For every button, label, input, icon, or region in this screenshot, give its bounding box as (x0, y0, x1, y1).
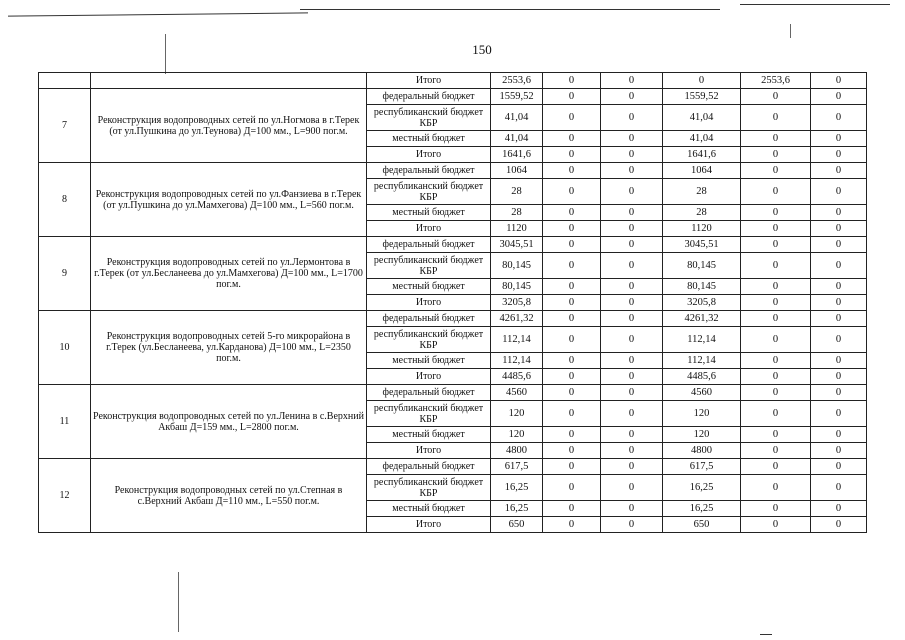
amount-cell: 0 (601, 385, 663, 401)
scan-artifact-top-line (300, 9, 720, 10)
amount-cell: 650 (663, 517, 741, 533)
amount-cell: 16,25 (491, 501, 543, 517)
amount-cell: 0 (811, 205, 867, 221)
amount-cell: 0 (811, 89, 867, 105)
amount-cell: 0 (741, 385, 811, 401)
funding-table (38, 72, 867, 533)
amount-cell: 0 (741, 459, 811, 475)
amount-cell: 0 (741, 311, 811, 327)
amount-cell: 0 (741, 443, 811, 459)
funding-row (39, 385, 867, 401)
project-description-cell: Реконструкция водопроводных сетей по ул.Фанзиева в г.Терек (от ул.Пушкина до ул.Мамхегова) Д=100 мм., L=560 пог.м. (91, 163, 367, 237)
amount-cell: 3205,8 (491, 295, 543, 311)
scan-artifact-top-line (740, 4, 890, 5)
page-number: 150 (472, 42, 492, 57)
amount-cell: 112,14 (663, 353, 741, 369)
amount-cell: 0 (543, 369, 601, 385)
amount-cell: 0 (601, 73, 663, 89)
amount-cell: 3045,51 (491, 237, 543, 253)
amount-cell: 0 (543, 475, 601, 501)
amount-cell: 0 (811, 369, 867, 385)
amount-cell: 0 (601, 279, 663, 295)
funding-source-cell: федеральный бюджет (367, 163, 491, 179)
funding-source-cell: республиканский бюджет КБР (367, 327, 491, 353)
amount-cell: 28 (491, 205, 543, 221)
amount-cell: 0 (601, 327, 663, 353)
amount-cell: 0 (811, 401, 867, 427)
amount-cell: 0 (741, 205, 811, 221)
amount-cell: 4261,32 (663, 311, 741, 327)
amount-cell: 0 (811, 311, 867, 327)
funding-source-cell: местный бюджет (367, 279, 491, 295)
amount-cell: 120 (663, 427, 741, 443)
amount-cell: 28 (663, 179, 741, 205)
scan-artifact-vertical-mark (790, 24, 791, 38)
amount-cell: 0 (663, 73, 741, 89)
amount-cell: 0 (741, 89, 811, 105)
amount-cell: 4560 (663, 385, 741, 401)
amount-cell: 80,145 (663, 253, 741, 279)
amount-cell: 0 (601, 237, 663, 253)
amount-cell: 0 (741, 327, 811, 353)
scan-artifact-top-line (8, 12, 308, 16)
amount-cell: 0 (543, 179, 601, 205)
amount-cell: 80,145 (663, 279, 741, 295)
amount-cell: 0 (543, 295, 601, 311)
funding-row (39, 237, 867, 253)
amount-cell: 120 (491, 401, 543, 427)
amount-cell: 0 (741, 237, 811, 253)
amount-cell: 80,145 (491, 253, 543, 279)
amount-cell: 0 (741, 105, 811, 131)
amount-cell: 650 (491, 517, 543, 533)
project-number-cell: 12 (39, 459, 91, 533)
project-number-cell: 11 (39, 385, 91, 459)
project-number-cell: 8 (39, 163, 91, 237)
amount-cell: 0 (741, 221, 811, 237)
amount-cell: 0 (543, 501, 601, 517)
funding-source-cell: местный бюджет (367, 427, 491, 443)
amount-cell: 0 (811, 427, 867, 443)
amount-cell: 0 (543, 237, 601, 253)
amount-cell: 16,25 (663, 475, 741, 501)
amount-cell: 0 (601, 501, 663, 517)
amount-cell: 0 (741, 475, 811, 501)
amount-cell: 0 (543, 221, 601, 237)
amount-cell: 112,14 (491, 327, 543, 353)
project-description-cell: Реконструкция водопроводных сетей по ул.Ногмова в г.Терек (от ул.Пушкина до ул.Теунова) Д=100 мм., L=900 пог.м. (91, 89, 367, 163)
funding-source-cell: федеральный бюджет (367, 237, 491, 253)
amount-cell: 0 (601, 205, 663, 221)
amount-cell: 0 (741, 279, 811, 295)
funding-source-cell: местный бюджет (367, 353, 491, 369)
amount-cell: 1641,6 (663, 147, 741, 163)
funding-source-cell: местный бюджет (367, 205, 491, 221)
amount-cell: 0 (811, 131, 867, 147)
funding-source-cell: федеральный бюджет (367, 385, 491, 401)
funding-source-cell: Итого (367, 73, 491, 89)
amount-cell: 0 (741, 295, 811, 311)
amount-cell: 4560 (491, 385, 543, 401)
amount-cell: 0 (543, 443, 601, 459)
amount-cell: 0 (601, 89, 663, 105)
amount-cell: 120 (491, 427, 543, 443)
funding-source-cell: Итого (367, 443, 491, 459)
amount-cell: 0 (741, 353, 811, 369)
funding-source-cell: Итого (367, 147, 491, 163)
funding-source-cell: Итого (367, 517, 491, 533)
funding-source-cell: Итого (367, 369, 491, 385)
scan-artifact-vertical-mark (165, 34, 166, 74)
amount-cell: 4261,32 (491, 311, 543, 327)
amount-cell: 0 (543, 459, 601, 475)
amount-cell: 0 (543, 353, 601, 369)
project-number-cell (39, 73, 91, 89)
amount-cell: 41,04 (663, 131, 741, 147)
amount-cell: 3045,51 (663, 237, 741, 253)
funding-source-cell: федеральный бюджет (367, 311, 491, 327)
amount-cell: 1064 (491, 163, 543, 179)
amount-cell: 0 (601, 369, 663, 385)
amount-cell: 0 (601, 253, 663, 279)
amount-cell: 2553,6 (491, 73, 543, 89)
carry-over-total-row (39, 73, 867, 89)
amount-cell: 0 (741, 401, 811, 427)
project-description-cell: Реконструкция водопроводных сетей по ул.Лермонтова в г.Терек (от ул.Бесланеева до ул.Мамхегова) Д=100 мм., L=1700 пог.м. (91, 237, 367, 311)
project-description-cell: Реконструкция водопроводных сетей 5-го микрорайона в г.Терек (ул.Бесланеева, ул.Карданова) Д=100 мм., L=2350 пог.м. (91, 311, 367, 385)
amount-cell: 0 (601, 131, 663, 147)
amount-cell: 0 (601, 221, 663, 237)
funding-source-cell: Итого (367, 221, 491, 237)
amount-cell: 0 (543, 327, 601, 353)
amount-cell: 112,14 (663, 327, 741, 353)
amount-cell: 0 (601, 353, 663, 369)
funding-source-cell: местный бюджет (367, 131, 491, 147)
amount-cell: 0 (601, 147, 663, 163)
amount-cell: 0 (811, 517, 867, 533)
amount-cell: 0 (601, 163, 663, 179)
funding-row (39, 459, 867, 475)
amount-cell: 0 (543, 73, 601, 89)
amount-cell: 0 (543, 427, 601, 443)
amount-cell: 0 (741, 131, 811, 147)
amount-cell: 0 (543, 105, 601, 131)
amount-cell: 1064 (663, 163, 741, 179)
amount-cell: 16,25 (491, 475, 543, 501)
amount-cell: 617,5 (663, 459, 741, 475)
amount-cell: 0 (811, 459, 867, 475)
amount-cell: 0 (543, 517, 601, 533)
amount-cell: 0 (601, 105, 663, 131)
scan-artifact-bottom-line (760, 634, 772, 635)
amount-cell: 80,145 (491, 279, 543, 295)
project-description-cell (91, 73, 367, 89)
amount-cell: 0 (811, 475, 867, 501)
scan-artifact-vertical-mark (178, 572, 179, 632)
amount-cell: 0 (543, 89, 601, 105)
amount-cell: 0 (601, 443, 663, 459)
amount-cell: 0 (811, 327, 867, 353)
amount-cell: 0 (811, 443, 867, 459)
amount-cell: 0 (811, 279, 867, 295)
amount-cell: 0 (741, 369, 811, 385)
amount-cell: 41,04 (491, 105, 543, 131)
amount-cell: 28 (663, 205, 741, 221)
funding-source-cell: республиканский бюджет КБР (367, 105, 491, 131)
amount-cell: 0 (741, 147, 811, 163)
amount-cell: 0 (741, 253, 811, 279)
amount-cell: 0 (741, 501, 811, 517)
amount-cell: 0 (811, 295, 867, 311)
project-number-cell: 9 (39, 237, 91, 311)
amount-cell: 0 (543, 147, 601, 163)
amount-cell: 0 (543, 253, 601, 279)
amount-cell: 0 (543, 163, 601, 179)
funding-source-cell: федеральный бюджет (367, 89, 491, 105)
funding-row (39, 311, 867, 327)
funding-source-cell: федеральный бюджет (367, 459, 491, 475)
funding-source-cell: республиканский бюджет КБР (367, 475, 491, 501)
amount-cell: 0 (811, 147, 867, 163)
amount-cell: 1120 (663, 221, 741, 237)
amount-cell: 4800 (663, 443, 741, 459)
funding-source-cell: республиканский бюджет КБР (367, 401, 491, 427)
project-number-cell: 7 (39, 89, 91, 163)
amount-cell: 0 (601, 517, 663, 533)
amount-cell: 0 (543, 311, 601, 327)
amount-cell: 0 (811, 179, 867, 205)
amount-cell: 0 (811, 385, 867, 401)
amount-cell: 41,04 (663, 105, 741, 131)
amount-cell: 0 (811, 105, 867, 131)
amount-cell: 0 (543, 205, 601, 221)
amount-cell: 0 (601, 475, 663, 501)
project-number-cell: 10 (39, 311, 91, 385)
funding-source-cell: республиканский бюджет КБР (367, 179, 491, 205)
amount-cell: 1120 (491, 221, 543, 237)
funding-source-cell: Итого (367, 295, 491, 311)
amount-cell: 1559,52 (491, 89, 543, 105)
amount-cell: 0 (811, 163, 867, 179)
amount-cell: 0 (741, 163, 811, 179)
amount-cell: 2553,6 (741, 73, 811, 89)
amount-cell: 1559,52 (663, 89, 741, 105)
amount-cell: 0 (601, 311, 663, 327)
amount-cell: 0 (741, 427, 811, 443)
amount-cell: 3205,8 (663, 295, 741, 311)
amount-cell: 0 (811, 501, 867, 517)
amount-cell: 0 (601, 427, 663, 443)
amount-cell: 120 (663, 401, 741, 427)
amount-cell: 0 (601, 459, 663, 475)
amount-cell: 617,5 (491, 459, 543, 475)
amount-cell: 4800 (491, 443, 543, 459)
amount-cell: 16,25 (663, 501, 741, 517)
amount-cell: 0 (741, 179, 811, 205)
funding-source-cell: республиканский бюджет КБР (367, 253, 491, 279)
amount-cell: 0 (601, 295, 663, 311)
amount-cell: 0 (811, 73, 867, 89)
amount-cell: 112,14 (491, 353, 543, 369)
funding-source-cell: местный бюджет (367, 501, 491, 517)
amount-cell: 0 (601, 401, 663, 427)
amount-cell: 0 (543, 279, 601, 295)
amount-cell: 28 (491, 179, 543, 205)
funding-row (39, 163, 867, 179)
project-description-cell: Реконструкция водопроводных сетей по ул.Ленина в с.Верхний Акбаш Д=159 мм., L=2800 пог.м. (91, 385, 367, 459)
amount-cell: 0 (811, 237, 867, 253)
amount-cell: 0 (543, 385, 601, 401)
amount-cell: 0 (543, 401, 601, 427)
amount-cell: 0 (811, 221, 867, 237)
amount-cell: 1641,6 (491, 147, 543, 163)
amount-cell: 41,04 (491, 131, 543, 147)
amount-cell: 4485,6 (663, 369, 741, 385)
amount-cell: 0 (543, 131, 601, 147)
funding-row (39, 89, 867, 105)
project-description-cell: Реконструкция водопроводных сетей по ул.Степная в с.Верхний Акбаш Д=110 мм., L=550 пог.м. (91, 459, 367, 533)
amount-cell: 4485,6 (491, 369, 543, 385)
amount-cell: 0 (811, 253, 867, 279)
amount-cell: 0 (601, 179, 663, 205)
amount-cell: 0 (741, 517, 811, 533)
amount-cell: 0 (811, 353, 867, 369)
funding-table-body (39, 73, 867, 533)
